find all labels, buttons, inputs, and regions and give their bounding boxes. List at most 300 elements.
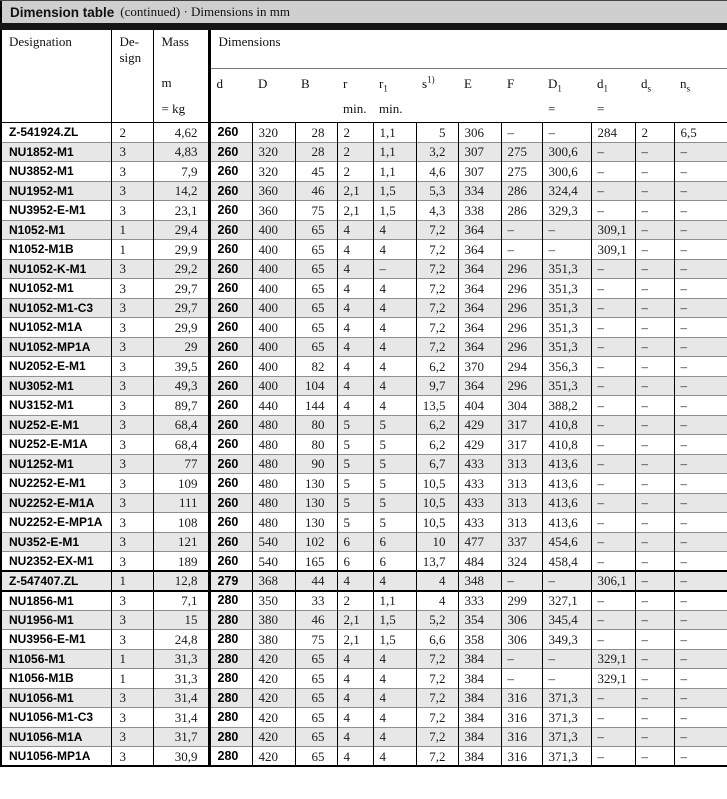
cell-r: 4 [337, 376, 373, 396]
table-row [1, 298, 727, 318]
cell-s: 10,5 [416, 513, 458, 533]
cell-D1: – [542, 220, 591, 240]
cell-E: 364 [458, 279, 501, 299]
header-col-E: E [458, 68, 501, 98]
cell-ds: – [635, 298, 674, 318]
cell-ns: – [674, 142, 727, 162]
table-row [1, 162, 727, 182]
table-row [1, 181, 727, 201]
cell-r: 4 [337, 318, 373, 338]
cell-ds: – [635, 357, 674, 377]
cell-D: 400 [252, 240, 295, 260]
cell-s: 9,7 [416, 376, 458, 396]
cell-D: 400 [252, 337, 295, 357]
cell-r: 4 [337, 747, 373, 767]
note-ns [674, 98, 727, 122]
cell-F: 296 [501, 279, 542, 299]
cell-D: 480 [252, 513, 295, 533]
cell-design: 3 [111, 474, 153, 494]
cell-r: 2 [337, 162, 373, 182]
header-mass-label: Mass [161, 34, 189, 49]
cell-mass: 111 [153, 493, 209, 513]
cell-D: 320 [252, 162, 295, 182]
cell-mass: 7,1 [153, 591, 209, 611]
cell-E: 384 [458, 688, 501, 708]
cell-D1: 329,3 [542, 201, 591, 221]
cell-E: 433 [458, 513, 501, 533]
note-r: min. [337, 98, 373, 122]
cell-design: 3 [111, 513, 153, 533]
cell-s: 13,7 [416, 552, 458, 572]
cell-F: 306 [501, 610, 542, 630]
cell-design: 1 [111, 649, 153, 669]
cell-mass: 29,4 [153, 220, 209, 240]
cell-D: 400 [252, 298, 295, 318]
cell-F: 313 [501, 493, 542, 513]
cell-designation: N1052-M1 [1, 220, 111, 240]
cell-design: 3 [111, 532, 153, 552]
cell-B: 82 [295, 357, 337, 377]
header-col-D: D [252, 68, 295, 98]
cell-ds: – [635, 201, 674, 221]
cell-E: 384 [458, 669, 501, 689]
cell-mass: 29,9 [153, 240, 209, 260]
table-header [1, 30, 727, 123]
cell-D: 320 [252, 142, 295, 162]
table-row [1, 357, 727, 377]
cell-D1: – [542, 240, 591, 260]
cell-E: 364 [458, 298, 501, 318]
table-row [1, 376, 727, 396]
cell-design: 3 [111, 454, 153, 474]
cell-d1: – [591, 532, 635, 552]
cell-r: 4 [337, 279, 373, 299]
table-row [1, 279, 727, 299]
header-col-ds: $d_s$ [635, 68, 674, 98]
cell-ns: – [674, 591, 727, 611]
cell-s: 5,3 [416, 181, 458, 201]
cell-s: 4,3 [416, 201, 458, 221]
cell-D: 440 [252, 396, 295, 416]
cell-B: 65 [295, 298, 337, 318]
cell-B: 44 [295, 571, 337, 591]
cell-designation: NU2052-E-M1 [1, 357, 111, 377]
cell-design: 3 [111, 688, 153, 708]
cell-d1: – [591, 727, 635, 747]
cell-mass: 29,2 [153, 259, 209, 279]
cell-d1: – [591, 513, 635, 533]
cell-d1: 329,1 [591, 649, 635, 669]
cell-r: 4 [337, 708, 373, 728]
cell-ns: – [674, 649, 727, 669]
note-s [416, 98, 458, 122]
cell-ds: – [635, 435, 674, 455]
cell-ns: – [674, 279, 727, 299]
cell-E: 334 [458, 181, 501, 201]
cell-r: 2 [337, 591, 373, 611]
cell-D1: 351,3 [542, 298, 591, 318]
title-divider-bar [0, 23, 727, 30]
cell-d1: – [591, 162, 635, 182]
cell-r: 4 [337, 396, 373, 416]
cell-d: 260 [209, 181, 252, 201]
cell-designation: NU1852-M1 [1, 142, 111, 162]
cell-D1: – [542, 571, 591, 591]
cell-B: 80 [295, 415, 337, 435]
table-row [1, 240, 727, 260]
cell-d: 280 [209, 727, 252, 747]
cell-E: 364 [458, 259, 501, 279]
cell-design: 3 [111, 337, 153, 357]
cell-B: 75 [295, 201, 337, 221]
cell-d1: – [591, 181, 635, 201]
cell-design: 3 [111, 435, 153, 455]
cell-d1: – [591, 493, 635, 513]
cell-s: 7,2 [416, 279, 458, 299]
cell-mass: 4,83 [153, 142, 209, 162]
cell-s: 6,2 [416, 415, 458, 435]
cell-F: 275 [501, 142, 542, 162]
cell-r: 4 [337, 357, 373, 377]
cell-s: 5,2 [416, 610, 458, 630]
cell-E: 404 [458, 396, 501, 416]
cell-s: 7,2 [416, 337, 458, 357]
cell-d1: 309,1 [591, 220, 635, 240]
cell-s: 4,6 [416, 162, 458, 182]
cell-d: 280 [209, 591, 252, 611]
cell-design: 1 [111, 669, 153, 689]
cell-B: 65 [295, 727, 337, 747]
cell-s: 7,2 [416, 298, 458, 318]
cell-d: 260 [209, 552, 252, 572]
table-row [1, 610, 727, 630]
cell-mass: 109 [153, 474, 209, 494]
cell-r: 5 [337, 513, 373, 533]
cell-r1: 4 [373, 396, 416, 416]
cell-ns: – [674, 513, 727, 533]
cell-r: 5 [337, 474, 373, 494]
cell-D: 540 [252, 532, 295, 552]
cell-D: 400 [252, 318, 295, 338]
cell-B: 45 [295, 162, 337, 182]
cell-mass: 49,3 [153, 376, 209, 396]
cell-ns: – [674, 298, 727, 318]
cell-E: 306 [458, 123, 501, 143]
cell-D1: 349,3 [542, 630, 591, 650]
note-r1: min. [373, 98, 416, 122]
cell-d: 280 [209, 708, 252, 728]
cell-d: 260 [209, 220, 252, 240]
cell-d: 260 [209, 123, 252, 143]
cell-r: 4 [337, 259, 373, 279]
cell-B: 65 [295, 220, 337, 240]
cell-D1: – [542, 123, 591, 143]
cell-s: 10,5 [416, 474, 458, 494]
cell-d1: – [591, 142, 635, 162]
cell-D: 480 [252, 474, 295, 494]
cell-ds: – [635, 181, 674, 201]
table-row [1, 708, 727, 728]
cell-designation: NU2252-E-M1A [1, 493, 111, 513]
cell-d: 280 [209, 630, 252, 650]
cell-D: 480 [252, 415, 295, 435]
note-F [501, 98, 542, 122]
cell-D: 400 [252, 279, 295, 299]
cell-mass: 68,4 [153, 435, 209, 455]
cell-design: 3 [111, 591, 153, 611]
cell-ns: – [674, 259, 727, 279]
cell-r: 4 [337, 571, 373, 591]
cell-ds: – [635, 610, 674, 630]
cell-r1: 4 [373, 376, 416, 396]
cell-ns: – [674, 181, 727, 201]
cell-designation: NU352-E-M1 [1, 532, 111, 552]
cell-mass: 77 [153, 454, 209, 474]
cell-designation: NU3152-M1 [1, 396, 111, 416]
cell-d1: 309,1 [591, 240, 635, 260]
cell-D: 480 [252, 454, 295, 474]
table-row [1, 747, 727, 767]
cell-ds: – [635, 688, 674, 708]
cell-ds: – [635, 708, 674, 728]
cell-D: 368 [252, 571, 295, 591]
cell-F: 296 [501, 259, 542, 279]
cell-D: 350 [252, 591, 295, 611]
cell-r1: 1,1 [373, 162, 416, 182]
table-row [1, 727, 727, 747]
cell-D: 540 [252, 552, 295, 572]
cell-D1: 413,6 [542, 513, 591, 533]
cell-E: 364 [458, 220, 501, 240]
cell-ns: – [674, 610, 727, 630]
table-row [1, 532, 727, 552]
cell-E: 429 [458, 435, 501, 455]
cell-d: 260 [209, 532, 252, 552]
cell-design: 3 [111, 708, 153, 728]
cell-B: 130 [295, 474, 337, 494]
cell-F: 275 [501, 162, 542, 182]
cell-design: 3 [111, 610, 153, 630]
cell-mass: 108 [153, 513, 209, 533]
cell-d1: – [591, 747, 635, 767]
cell-E: 433 [458, 493, 501, 513]
cell-B: 130 [295, 513, 337, 533]
note-d [209, 98, 252, 122]
cell-r1: – [373, 259, 416, 279]
cell-B: 90 [295, 454, 337, 474]
header-dimensions-group: Dimensions [209, 30, 727, 68]
cell-d1: – [591, 708, 635, 728]
cell-D1: 413,6 [542, 474, 591, 494]
cell-designation: NU252-E-M1 [1, 415, 111, 435]
cell-d: 279 [209, 571, 252, 591]
cell-E: 354 [458, 610, 501, 630]
cell-D: 360 [252, 201, 295, 221]
cell-r: 2,1 [337, 610, 373, 630]
cell-ns: – [674, 552, 727, 572]
cell-r1: 5 [373, 474, 416, 494]
cell-designation: NU1056-MP1A [1, 747, 111, 767]
table-title-bar [0, 1, 727, 23]
header-designation: Designation [1, 30, 111, 123]
cell-D: 320 [252, 123, 295, 143]
cell-design: 3 [111, 259, 153, 279]
cell-ds: – [635, 454, 674, 474]
cell-E: 338 [458, 201, 501, 221]
cell-designation: NU1052-K-M1 [1, 259, 111, 279]
cell-design: 1 [111, 220, 153, 240]
cell-d1: – [591, 279, 635, 299]
note-B [295, 98, 337, 122]
cell-ds: – [635, 630, 674, 650]
cell-ns: – [674, 630, 727, 650]
cell-ds: – [635, 220, 674, 240]
cell-designation: NU1056-M1 [1, 688, 111, 708]
cell-D: 400 [252, 220, 295, 240]
cell-B: 65 [295, 747, 337, 767]
header-col-d: d [209, 68, 252, 98]
cell-D: 380 [252, 630, 295, 650]
cell-r1: 1,1 [373, 142, 416, 162]
cell-s: 7,2 [416, 708, 458, 728]
cell-D1: 351,3 [542, 259, 591, 279]
cell-r1: 4 [373, 298, 416, 318]
cell-r1: 1,5 [373, 610, 416, 630]
cell-mass: 189 [153, 552, 209, 572]
cell-designation: NU1252-M1 [1, 454, 111, 474]
cell-s: 4 [416, 571, 458, 591]
cell-D: 420 [252, 727, 295, 747]
cell-F: 286 [501, 181, 542, 201]
table-row [1, 552, 727, 572]
cell-mass: 121 [153, 532, 209, 552]
cell-d1: – [591, 552, 635, 572]
cell-design: 3 [111, 298, 153, 318]
cell-r1: 4 [373, 220, 416, 240]
cell-F: 296 [501, 318, 542, 338]
cell-r1: 1,5 [373, 201, 416, 221]
cell-E: 384 [458, 708, 501, 728]
cell-D1: 371,3 [542, 747, 591, 767]
cell-d1: – [591, 688, 635, 708]
cell-D: 400 [252, 376, 295, 396]
cell-D: 400 [252, 259, 295, 279]
cell-ds: – [635, 552, 674, 572]
cell-D: 420 [252, 688, 295, 708]
dimension-table [0, 30, 727, 767]
cell-B: 65 [295, 649, 337, 669]
cell-s: 6,2 [416, 435, 458, 455]
cell-design: 3 [111, 279, 153, 299]
cell-d1: – [591, 474, 635, 494]
table-row [1, 454, 727, 474]
cell-designation: NU1052-M1A [1, 318, 111, 338]
cell-ds: – [635, 727, 674, 747]
cell-d1: – [591, 259, 635, 279]
cell-r1: 6 [373, 552, 416, 572]
cell-F: – [501, 220, 542, 240]
table-row [1, 318, 727, 338]
cell-d: 260 [209, 513, 252, 533]
header-col-F: F [501, 68, 542, 98]
cell-d: 260 [209, 201, 252, 221]
cell-s: 5 [416, 123, 458, 143]
cell-d1: – [591, 435, 635, 455]
cell-ds: – [635, 571, 674, 591]
cell-mass: 31,4 [153, 688, 209, 708]
cell-E: 484 [458, 552, 501, 572]
header-col-d1: $d_1$ [591, 68, 635, 98]
cell-r: 4 [337, 220, 373, 240]
cell-s: 7,2 [416, 727, 458, 747]
cell-B: 75 [295, 630, 337, 650]
cell-mass: 31,3 [153, 649, 209, 669]
cell-E: 433 [458, 454, 501, 474]
cell-d: 260 [209, 415, 252, 435]
note-d1: = [591, 98, 635, 122]
table-row [1, 649, 727, 669]
cell-r: 4 [337, 727, 373, 747]
table-row [1, 493, 727, 513]
cell-r: 6 [337, 552, 373, 572]
cell-B: 65 [295, 708, 337, 728]
cell-d: 260 [209, 162, 252, 182]
cell-design: 3 [111, 181, 153, 201]
cell-F: 306 [501, 630, 542, 650]
cell-ds: – [635, 747, 674, 767]
cell-F: 286 [501, 201, 542, 221]
cell-designation: NU2352-EX-M1 [1, 552, 111, 572]
header-col-r: r [337, 68, 373, 98]
cell-s: 7,2 [416, 220, 458, 240]
cell-design: 3 [111, 552, 153, 572]
cell-E: 384 [458, 649, 501, 669]
cell-D: 420 [252, 649, 295, 669]
cell-F: – [501, 669, 542, 689]
cell-E: 364 [458, 240, 501, 260]
table-row [1, 259, 727, 279]
cell-ns: – [674, 220, 727, 240]
cell-D: 480 [252, 493, 295, 513]
cell-r1: 4 [373, 649, 416, 669]
cell-r1: 5 [373, 493, 416, 513]
cell-d1: – [591, 630, 635, 650]
cell-r1: 1,1 [373, 123, 416, 143]
cell-D: 420 [252, 747, 295, 767]
cell-F: 316 [501, 727, 542, 747]
cell-s: 7,2 [416, 649, 458, 669]
cell-B: 65 [295, 318, 337, 338]
cell-F: – [501, 123, 542, 143]
note-ds [635, 98, 674, 122]
page-subtitle: (continued) · Dimensions in mm [120, 4, 290, 19]
cell-B: 165 [295, 552, 337, 572]
cell-r1: 6 [373, 532, 416, 552]
cell-E: 384 [458, 747, 501, 767]
cell-ns: – [674, 669, 727, 689]
cell-d: 260 [209, 298, 252, 318]
cell-d: 280 [209, 747, 252, 767]
cell-d1: – [591, 610, 635, 630]
header-col-B: B [295, 68, 337, 98]
cell-r1: 4 [373, 708, 416, 728]
cell-d1: – [591, 298, 635, 318]
cell-d1: – [591, 318, 635, 338]
cell-design: 3 [111, 415, 153, 435]
cell-E: 364 [458, 376, 501, 396]
cell-r1: 5 [373, 415, 416, 435]
cell-D1: 300,6 [542, 142, 591, 162]
